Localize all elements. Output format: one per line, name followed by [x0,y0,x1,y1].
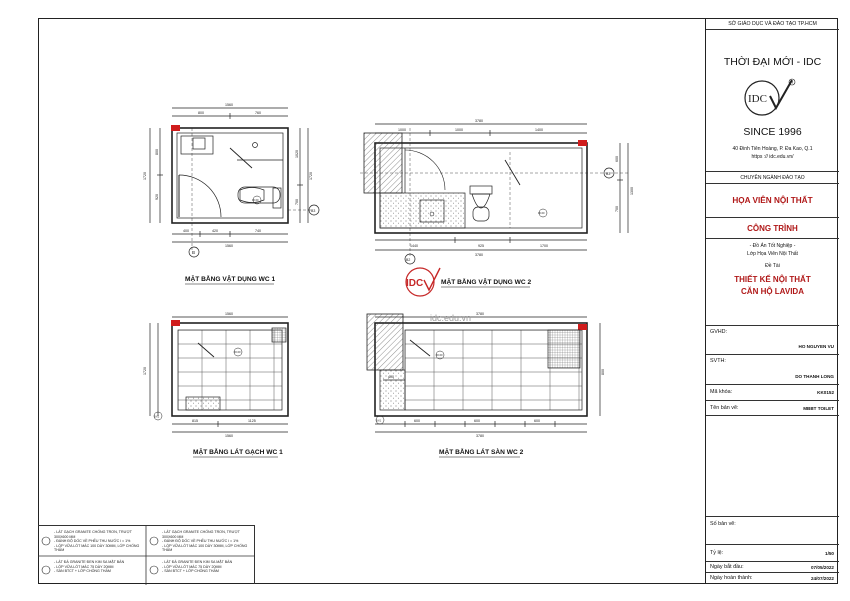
section-marker-b3: B3 [311,209,316,213]
column-marker-red [578,140,587,146]
dim-text: 815 [192,419,198,423]
address: 40 Đinh Tiên Hoàng, P. Đa Kao, Q.1 [732,146,813,152]
sheet-name-label: Tên bản vẽ: [710,405,739,411]
dim-text: 700 [295,199,299,205]
topic-label: Đề Tài [765,263,780,269]
wc2-furniture-dimensions [398,119,634,262]
dim-text: 1125 [248,419,256,423]
dim-text: 1440 [410,244,418,248]
material-legend [38,525,255,584]
note-text: - LÁT ĐÁ GRANITE ĐEN KIM SA MẶT BÀN - LỚP VỮA LÓT MÁC 75 DÀY 20MM - SÀN BTCT + LỚP CHỐNG THẤM [54,560,125,574]
dim-text: 1700 [540,244,548,248]
project-row [706,218,839,326]
gvhd-value: HO NGUYEN VU [798,344,834,349]
sheet-number-row [706,517,839,545]
finish-date-label: Ngày hoàn thành: [710,575,753,581]
scale-label: Tỷ lệ: [710,550,724,556]
note-text: - LÁT ĐÁ GRANITE ĐEN KIM SA MẶT BÀN - LỚP VỮA LÓT MÁC 75 DÀY 20MM - SÀN BTCT + LỚP CHỐNG THẤM [162,560,233,574]
gvhd-label: GVHD: [710,329,728,335]
dim-text: 920 [155,194,159,200]
dim-text: 600 [615,156,619,162]
dim-text: 420 [212,229,218,233]
dim-text: 1400 [535,128,543,132]
wc1-furniture-plan [150,108,319,257]
since-year: SINCE 1996 [743,126,802,138]
program-label: CHUYÊN NGÀNH ĐÀO TẠO [706,172,839,184]
scale-row [706,545,839,562]
wc1-tile-title: MẶT BẰNG LÁT GẠCH WC 1 [193,449,283,456]
note-text: - LÁT GẠCH GRANITE CHỐNG TRƠN, TRƯỢT 300X600 MM - ĐÁNH ĐỘ DỐC VỀ PHỄU THU NƯỚC i = 1% - LỚP VỮA LÓT MÁC 100 DÀY 30MM, LỚP CHỐNG THẤM [54,530,140,553]
dim-text: 3780 [475,253,483,257]
dim-text: 3780 [475,119,483,123]
finish-date-row [706,573,839,584]
brand-row [706,30,839,172]
wall-hatch [367,314,403,370]
start-date-value: 07/05/2022 [811,565,834,570]
sheet-number-label: Số bản vẽ: [710,521,736,527]
section-marker-b: B [192,250,196,255]
column-marker-red [171,320,180,326]
note-text: - LÁT GẠCH GRANITE CHỐNG TRƠN, TRƯỢT 300X600 MM - ĐÁNH ĐỘ DỐC VỀ PHỄU THU NƯỚC i = 1% - LỚP VỮA LÓT MÁC 100 DÀY 30MM, LỚP CHỐNG THẤM [162,530,248,553]
scale-value: 1/50 [825,551,834,556]
tag-marker: B.K1 [376,419,382,423]
dim-text: 1300 [630,187,634,195]
sheet-name-value: MBBT TOILET [803,406,834,411]
website: https :// idc.edu.vn/ [751,154,794,160]
wc1-tile-plan [150,317,288,432]
level-tag: ±0.00 [538,212,545,215]
idc-watermark-logo [406,268,440,296]
section-marker-b3: B3 [606,172,611,176]
column-marker-red [171,125,180,131]
wc2-tile-title: MẶT BẰNG LÁT SÀN WC 2 [439,449,524,456]
svth-row [706,355,839,385]
dim-text: 1720 [143,172,147,180]
dim-text: 400 [388,375,394,379]
divider [706,238,839,239]
wc2-furniture-title: MẶT BẰNG VẬT DỤNG WC 2 [441,279,532,286]
dim-text: 700 [615,206,619,212]
finish-date-value: 24/07/2022 [811,576,834,581]
svg-text:IDC: IDC [406,278,424,289]
start-date-row [706,562,839,573]
dim-text: 1720 [309,172,313,180]
dim-text: 800 [155,149,159,155]
dim-text: 800 [601,369,605,375]
dim-text: 1560 [225,103,233,107]
dim-text: 1000 [398,128,406,132]
level-tag: ±0.00 [252,199,259,202]
gvhd-row [706,326,839,355]
wc2-tile-plan [367,314,600,432]
dim-text: 1720 [143,367,147,375]
dim-text: 1560 [225,244,233,248]
title-block [705,18,838,584]
dim-text: 800 [198,111,204,115]
dim-text: 600 [534,419,540,423]
dim-text: 3780 [476,434,484,438]
major-title: HỌA VIÊN NỘI THẤT [706,184,839,218]
project-line-1: - Đồ Án Tốt Nghiệp - [749,243,796,249]
class-row [706,385,839,401]
topic-line-2: CĂN HỘ LAVIDA [741,287,804,296]
idc-logo-icon [734,74,812,122]
svth-value: DO THANH LONG [795,374,834,379]
dim-text: 600 [474,419,480,423]
wall-hatch [364,133,402,193]
dim-text: 925 [478,244,484,248]
dim-text: 1560 [225,434,233,438]
svth-label: SVTH: [710,358,726,364]
dim-text: 1560 [225,312,233,316]
svg-text:IDC: IDC [748,93,767,105]
tag-marker: B.K1 [154,415,160,419]
divider [706,415,839,416]
department-row: SỞ GIÁO DỤC VÀ ĐÀO TẠO TP.HCM [706,18,839,30]
class-label: Mã khóa: [710,389,733,395]
wc1-furniture-title: MẶT BẰNG VẬT DỤNG WC 1 [185,276,276,283]
dim-text: 740 [255,229,261,233]
dim-text: 760 [255,111,261,115]
dim-text: 1000 [455,128,463,132]
watermark-site: idc.edu.vn [430,313,472,323]
svg-text:R: R [790,79,794,85]
brand-name: THỜI ĐẠI MỚI - IDC [723,56,822,68]
sheet-name-row [706,401,839,517]
start-date-label: Ngày bắt đầu: [710,564,744,570]
dim-text: 600 [414,419,420,423]
section-marker-b2: B2 [406,258,411,262]
class-value: KK0152 [817,390,834,395]
dim-text: 3780 [476,312,484,316]
level-tag: ±0.00 [436,354,443,357]
column-marker-red [578,324,587,330]
project-label: CÔNG TRÌNH [747,224,798,233]
wc2-furniture-plan [360,124,630,264]
topic-line-1: THIẾT KẾ NỘI THẤT [734,275,811,284]
dim-text: 400 [183,229,189,233]
dim-text: 1020 [295,150,299,158]
wc1-furniture-dimensions [143,103,315,255]
level-tag: ±0.00 [234,351,241,354]
project-line-2: Lớp Họa Viên Nội Thất [747,251,798,257]
